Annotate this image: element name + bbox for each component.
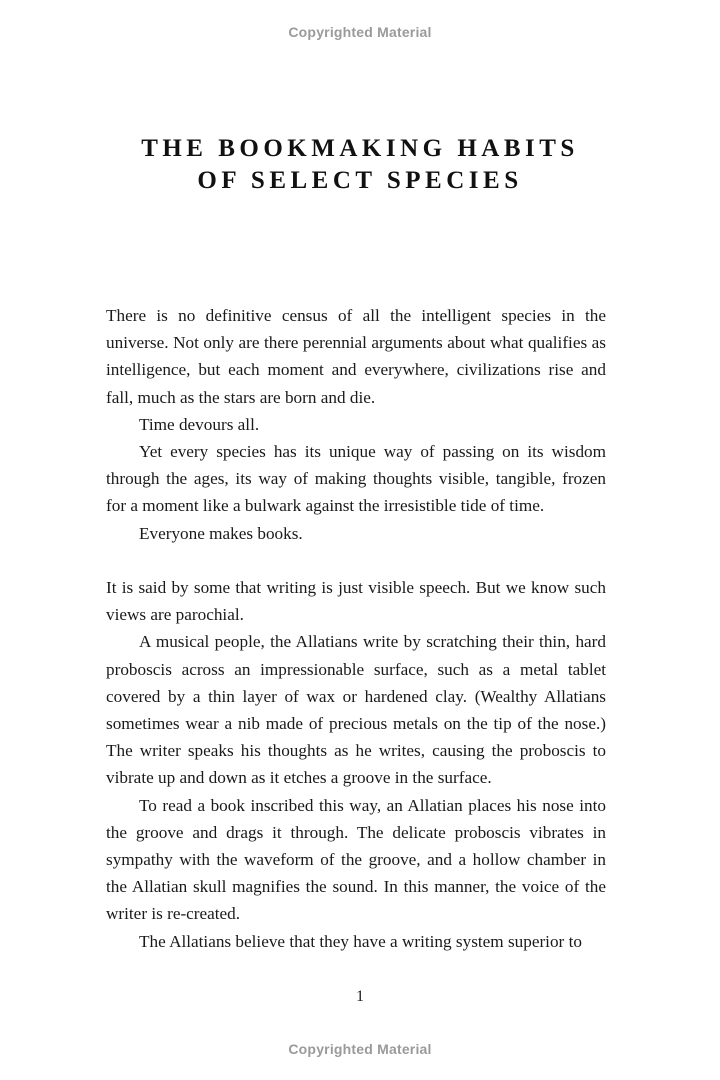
paragraph: A musical people, the Allatians write by scratching their thin, hard proboscis across an impressionable surface, such as a metal tablet covered by a thin layer of wax or hardened clay. (Wealthy Allatians sometimes wear a nib made of precious metals on the tip of the nose.) The writer speaks his thoughts as he writes, causing the proboscis to vibrate up and down as it etches a groove in the surface.: [106, 632, 606, 788]
paragraph: It is said by some that writing is just visible speech. But we know such views are parochial.: [106, 578, 606, 625]
body-text: [106, 302, 606, 955]
section-break: [106, 547, 606, 574]
watermark-top: Copyrighted Material: [288, 24, 432, 40]
paragraph: There is no definitive census of all the intelligent species in the universe. Not only are there perennial arguments about what qualifies as intelligence, but each moment and everywhere, civilizations rise and fall, much as the stars are born and die.: [106, 306, 606, 407]
paragraph: Everyone makes books.: [139, 523, 303, 543]
chapter-title: [0, 133, 720, 197]
chapter-title-line-1: THE BOOKMAKING HABITS: [141, 135, 579, 162]
chapter-title-line-2: OF SELECT SPECIES: [197, 167, 523, 194]
page-number: 1: [356, 988, 364, 1005]
paragraph: Yet every species has its unique way of passing on its wisdom through the ages, its way of making thoughts visible, tangible, frozen for a moment like a bulwark against the irresistible tide of time.: [106, 442, 606, 516]
watermark-bottom: Copyrighted Material: [288, 1041, 432, 1057]
paragraph: The Allatians believe that they have a writing system superior to: [139, 931, 582, 951]
paragraph: Time devours all.: [139, 414, 260, 434]
paragraph: To read a book inscribed this way, an Allatian places his nose into the groove and drags it through. The delicate proboscis vibrates in sympathy with the waveform of the groove, and a hollow chamber in the Allatian skull magnifies the sound. In this manner, the voice of the writer is re-created.: [106, 795, 606, 924]
